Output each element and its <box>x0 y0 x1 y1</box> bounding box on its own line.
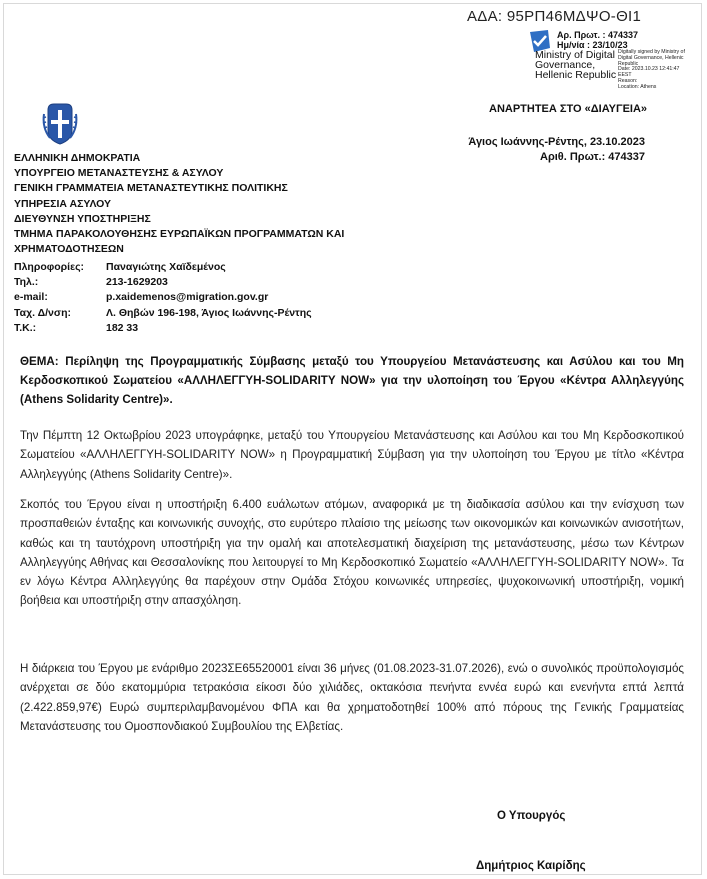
stamp-protocol: Αρ. Πρωτ. : 474337 <box>557 30 639 40</box>
header-line: ΥΠΗΡΕΣΙΑ ΑΣΥΛΟΥ <box>14 197 112 210</box>
contact-value: Παναγιώτης Χαϊδεμένος <box>106 261 226 273</box>
sender-header <box>14 151 344 257</box>
contact-label: Τηλ.: <box>14 276 39 289</box>
stamp-signature-details: Digitally signed by Ministry of Digital Governance, Hellenic Republic Date: 2023.10.23 12:41:47 EEST Reason: Location: Athens <box>618 49 685 90</box>
contact-row <box>14 321 312 336</box>
contact-info <box>14 260 312 336</box>
header-line: ΔΙΕΥΘΥΝΣΗ ΥΠΟΣΤΗΡΙΞΗΣ <box>14 212 151 225</box>
contact-row <box>14 275 312 290</box>
body-paragraph: Η διάρκεια του Έργου με ενάριθμο 2023ΣΕ65520001 είναι 36 μήνες (01.08.2023-31.07.2026), ενώ ο συνολικός προϋπολογισμός ανέρχεται σε δύο εκατομμύρια τετρακόσια είκοσι δύο χιλιάδες, οκτακόσια πενήντα εννέα ευρώ και ενενήντα επτά λεπτά (2.422.859,97€) Ευρώ συμπεριλαμβανομένου ΦΠΑ και θα χρηματοδοτηθεί 100% από πόρους της Γενικής Γραμματείας Μετανάστευσης του Ομοσπονδιακού Συμβουλίου της Ελβετίας. <box>20 662 684 733</box>
header-line: ΕΛΛΗΝΙΚΗ ΔΗΜΟΚΡΑΤΙΑ <box>14 152 141 164</box>
body-paragraph: Σκοπός του Έργου είναι η υποστήριξη 6.400 ευάλωτων ατόμων, αναφορικά με τη διαδικασία ασύλου και την ενίσχυση των προσπαθειών ένταξης και κοινωνικής συνοχής, στο ευρύτερο πλαίσιο της μείωσης των οικονομικών και κοινωνικών ανισοτήτων, καθώς και τη ταυτόχρονη υποστήριξη για την ομαλή και αποτελεσματική διαχείριση της μετανάστευσης, μέσω των Κέντρων Αλληλεγγύης Αθήνας και Θεσσαλονίκης που λειτουργεί το Μη Κερδοσκοπικό Σωματείο «ΑΛΛΗΛΕΓΓΥΗ-SOLIDARITY NOW». Τα εν λόγω Κέντρα Αλληλεγγύης θα παρέχουν στην Ομάδα Στόχου κοινωνικές υπηρεσίες, ψυχοκοινωνική υποστήριξη, νομική βοήθεια και υποστήριξη στην απασχόληση. <box>20 498 684 608</box>
publication-note: ΑΝΑΡΤΗΤΕΑ ΣΤΟ «ΔΙΑΥΓΕΙΑ» <box>489 103 648 115</box>
body-paragraph: Την Πέμπτη 12 Οκτωβρίου 2023 υπογράφηκε, μεταξύ του Υπουργείου Μετανάστευσης και Ασύλου και του Μη Κερδοσκοπικού Σωματείου «ΑΛΛΗΛΕΓΓΥΗ-SOLIDARITY NOW» η Προγραμματική Σύμβαση για την υλοποίηση του Έργου με τίτλο «Κέντρα Αλληλεγγύης (Athens Solidarity Centre)». <box>20 429 684 481</box>
contact-row <box>14 260 312 275</box>
stamp-ministry: Ministry of Digital Governance, Hellenic Republic <box>535 49 617 81</box>
contact-row <box>14 290 312 305</box>
digital-signature-stamp <box>535 30 705 92</box>
header-line: ΧΡΗΜΑΤΟΔΟΤΗΣΕΩΝ <box>14 243 124 256</box>
contact-value: p.xaidemenos@migration.gov.gr <box>106 291 269 304</box>
contact-value: Λ. Θηβών 196-198, Άγιος Ιωάννης-Ρέντης <box>106 306 312 319</box>
contact-label: Τ.Κ.: <box>14 321 37 334</box>
header-line: ΥΠΟΥΡΓΕΙΟ ΜΕΤΑΝΑΣΤΕΥΣΗΣ & ΑΣΥΛΟΥ <box>14 167 224 180</box>
contact-value: 182 33 <box>106 321 139 334</box>
contact-row <box>14 306 312 321</box>
signer-name: Δημήτριος Καιρίδης <box>476 860 586 872</box>
stamp-date: Ημ/νία : 23/10/23 <box>557 40 628 50</box>
header-line: ΓΕΝΙΚΗ ΓΡΑΜΜΑΤΕΙΑ ΜΕΤΑΝΑΣΤΕΥΤΙΚΗΣ ΠΟΛΙΤΙΚΗΣ <box>14 182 288 195</box>
contact-label: e-mail: <box>14 291 48 304</box>
contact-value: 213-1629203 <box>106 276 168 289</box>
protocol-number: Αριθ. Πρωτ.: 474337 <box>540 151 645 163</box>
place-date: Άγιος Ιωάννης-Ρέντης, 23.10.2023 <box>468 136 645 148</box>
contact-label: Ταχ. Δ/νση: <box>14 306 71 319</box>
minister-title: Ο Υπουργός <box>497 810 566 822</box>
contact-label: Πληροφορίες: <box>14 261 85 273</box>
greek-coat-of-arms-icon <box>40 100 80 146</box>
ada-code: ΑΔΑ: 95ΡΠ46ΜΔΨΟ-ΘΙ1 <box>467 8 642 25</box>
header-line: ΤΜΗΜΑ ΠΑΡΑΚΟΛΟΥΘΗΣΗΣ ΕΥΡΩΠΑΪΚΩΝ ΠΡΟΓΡΑΜΜΑΤΩΝ ΚΑΙ <box>14 228 345 241</box>
subject-line: ΘΕΜΑ: Περίληψη της Προγραμματικής Σύμβασης μεταξύ του Υπουργείου Μετανάστευσης και Ασύλου και του Μη Κερδοσκοπικού Σωματείου «ΑΛΛΗΛΕΓΓΥΗ-SOLIDARITY NOW» για την υλοποίηση του Έργου «Κέντρα Αλληλεγγύης (Athens Solidarity Centre)». <box>20 355 684 406</box>
